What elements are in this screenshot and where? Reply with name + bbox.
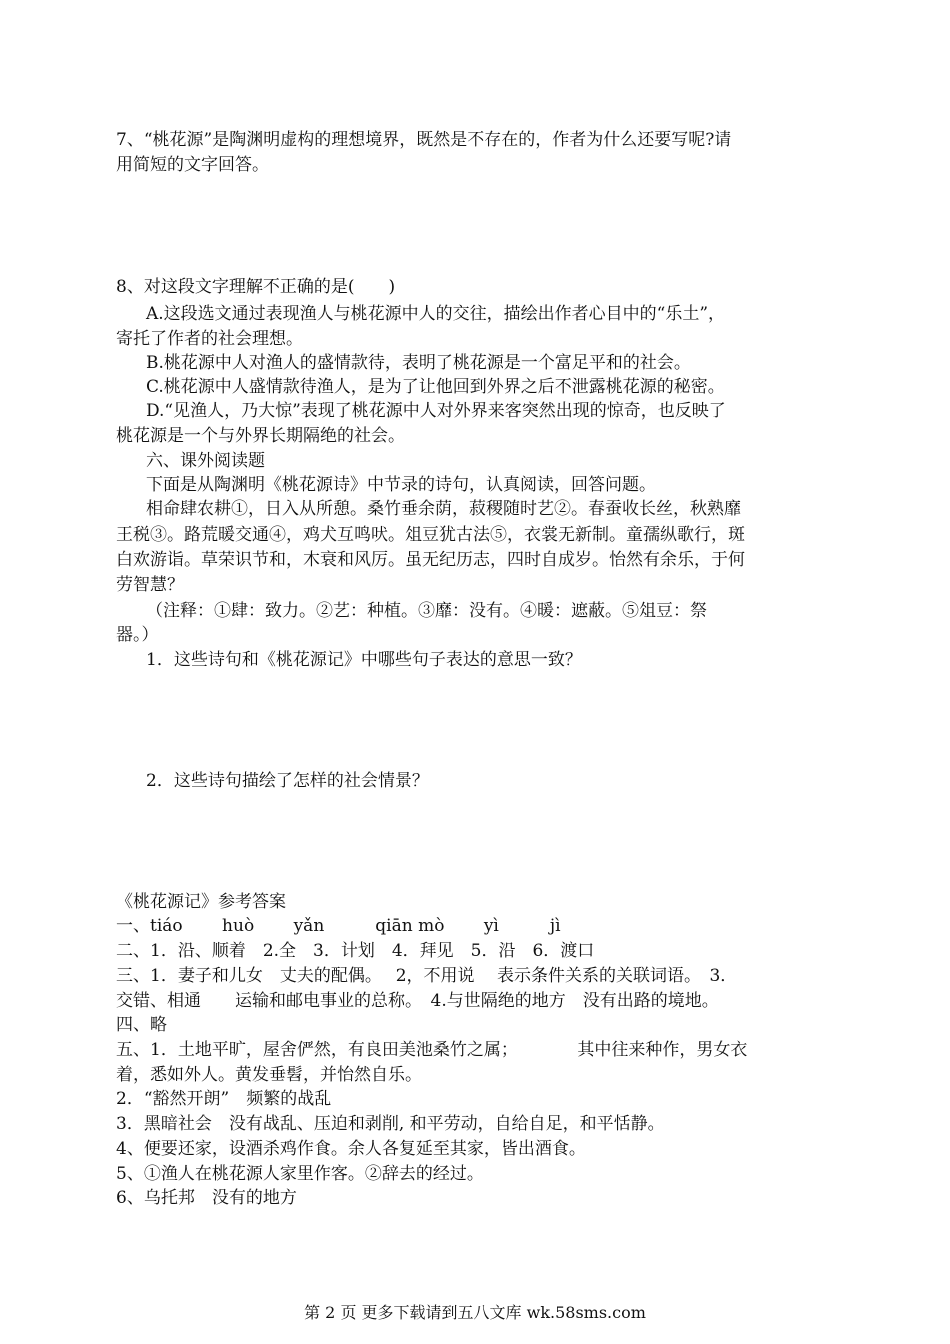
q8-option-d-line2: 桃花源是一个与外界长期隔绝的社会。 xyxy=(116,426,405,446)
q7-line1: 7、“桃花源”是陶渊明虚构的理想境界，既然是不存在的，作者为什么还要写呢?请 xyxy=(116,130,732,150)
note-line1: （注释：①肆：致力。②艺：种植。③靡：没有。④暖：遮蔽。⑤俎豆：祭 xyxy=(146,601,707,621)
q8-option-c: C.桃花源中人盛情款待渔人，是为了让他回到外界之后不泄露桃花源的秘密。 xyxy=(146,377,725,397)
answer-1: 一、tiáo huò yǎn qiān mò yì jì xyxy=(116,916,561,936)
poem-line1: 相命肆农耕①，日入从所憩。桑竹垂余荫，菽稷随时艺②。春蚕收长丝，秋熟靡 xyxy=(146,499,741,519)
answer-3-line1: 三、1．妻子和儿女 丈夫的配偶。 2，不用说 表示条件关系的关联词语。 3． xyxy=(116,966,738,986)
answer-3-line2: 交错、相通 运输和邮电事业的总称。 4.与世隔绝的地方 没有出路的境地。 xyxy=(116,991,719,1011)
q7-line2: 用简短的文字回答。 xyxy=(116,155,269,175)
note-line2: 器。） xyxy=(116,625,159,645)
section6-intro: 下面是从陶渊明《桃花源诗》中节录的诗句，认真阅读，回答问题。 xyxy=(146,475,656,495)
section6-question1: 1．这些诗句和《桃花源记》中哪些句子表达的意思一致？ xyxy=(146,650,582,670)
q8-option-a-line2: 寄托了作者的社会理想。 xyxy=(116,329,303,349)
q8-option-a-line1: A.这段选文通过表现渔人与桃花源中人的交往，描绘出作者心目中的“乐土”， xyxy=(146,304,726,324)
poem-line2: 王税③。路荒暖交通④，鸡犬互鸣吠。俎豆犹古法⑤，衣裳无新制。童孺纵歌行，斑 xyxy=(116,525,745,545)
answer-5-item3: 3．黑暗社会 没有战乱、压迫和剥削, 和平劳动，自给自足，和平恬静。 xyxy=(116,1114,665,1134)
section6-question2: 2．这些诗句描绘了怎样的社会情景？ xyxy=(146,771,429,791)
answer-5-item6: 6、乌托邦 没有的地方 xyxy=(116,1188,297,1208)
answer-5-item5: 5、①渔人在桃花源人家里作客。②辞去的经过。 xyxy=(116,1164,484,1184)
answer-5-line1: 五、1．土地平旷，屋舍俨然，有良田美池桑竹之属； 其中往来种作，男女衣 xyxy=(116,1040,748,1060)
q8-option-b: B.桃花源中人对渔人的盛情款待，表明了桃花源是一个富足平和的社会。 xyxy=(146,353,691,373)
page-footer: 第 2 页 更多下载请到五八文库 wk.58sms.com xyxy=(304,1303,646,1322)
poem-line3: 白欢游诣。草荣识节和，木衰和风厉。虽无纪历志，四时自成岁。怡然有余乐，于何 xyxy=(116,550,745,570)
answer-2: 二、1．沿、顺着 2.全 3．计划 4．拜见 5．沿 6．渡口 xyxy=(116,941,595,961)
answer-4: 四、略 xyxy=(116,1015,167,1035)
answer-5-item4: 4、便要还家，设酒杀鸡作食。余人各复延至其家，皆出酒食。 xyxy=(116,1139,586,1159)
answer-5-line2: 着，悉如外人。黄发垂髫，并怡然自乐。 xyxy=(116,1065,422,1085)
q8-option-d-line1: D.“见渔人，乃大惊”表现了桃花源中人对外界来客突然出现的惊奇，也反映了 xyxy=(146,401,726,421)
section6-title: 六、课外阅读题 xyxy=(146,451,265,471)
q8-stem: 8、对这段文字理解不正确的是( ) xyxy=(116,277,396,297)
answers-title: 《桃花源记》参考答案 xyxy=(116,892,286,912)
answer-5-item2: 2．“豁然开朗” 频繁的战乱 xyxy=(116,1089,332,1109)
poem-line4: 劳智慧？ xyxy=(116,575,184,595)
